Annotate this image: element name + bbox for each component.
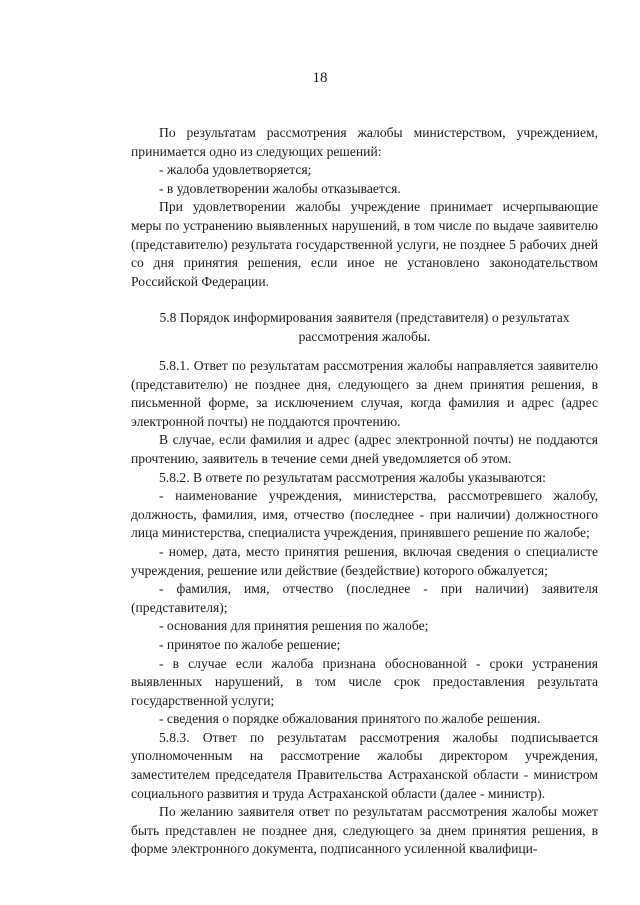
section-a bbox=[131, 124, 598, 291]
paragraph: По результатам рассмотрения жалобы министерством, учреждением, принимается одно из следующих решений: bbox=[131, 125, 598, 159]
list-item: - наименование учреждения, министерства, рассмотревшего жалобу, должность, фамилия, имя, отчество (последнее - при наличии) должностного лица министерства, специалиста учреждения, принявшего решение по жалобе; bbox=[131, 488, 598, 541]
list-item: - основания для принятия решения по жалобе; bbox=[159, 618, 429, 634]
section-heading bbox=[131, 309, 598, 346]
list-item: - номер, дата, место принятия решения, включая сведения о специалисте учреждения, решение или действие (бездействие) которого обжалуется; bbox=[131, 543, 598, 578]
paragraph: 5.8.2. В ответе по результатам рассмотрения жалобы указываются: bbox=[159, 469, 546, 485]
paragraph: В случае, если фамилия и адрес (адрес электронной почты) не поддаются прочтению, заявитель в течение семи дней уведомляется об этом. bbox=[131, 432, 598, 466]
paragraph: 5.8.3. Ответ по результатам рассмотрения жалобы подписывается уполномоченным на рассмотрение жалобы директором учреждения, заместителем председателя Правительства Астраханской области - министром социального развития и труда Астраханской области (далее - министр). bbox=[131, 729, 598, 801]
list-item: - в случае если жалоба признана обоснованной - сроки устранения выявленных нарушений, в том числе срок предоставления результата государственной услуги; bbox=[131, 655, 598, 708]
list-item: - сведения о порядке обжалования принятого по жалобе решения. bbox=[159, 711, 541, 727]
paragraph: По желанию заявителя ответ по результатам рассмотрения жалобы может быть представлен не позднее дня, следующего за днем принятия решения, в форме электронного документа, подписанного усиленной квалифици- bbox=[131, 804, 598, 857]
paragraph: 5.8.1. Ответ по результатам рассмотрения жалобы направляется заявителю (представителю) не позднее дня, следующего за днем принятия решения, в письменной форме, за исключением случая, когда фамилия и адрес (адрес электронной почты) не поддаются прочтению. bbox=[131, 358, 598, 429]
paragraph: При удовлетворении жалобы учреждение принимает исчерпывающие меры по устранению выявленных нарушений, в том числе по выдаче заявителю (представителю) результата государственной услуги, не позднее 5 рабочих дней со дня принятия решения, если иное не установлено законодательством Российской Федерации. bbox=[131, 199, 598, 289]
list-item: - фамилия, имя, отчество (последнее - при наличии) заявителя (представителя); bbox=[131, 581, 598, 615]
heading-line: 5.8 Порядок информирования заявителя (представителя) о результатах bbox=[159, 310, 570, 325]
page-number: 18 bbox=[312, 70, 328, 86]
heading-line: рассмотрения жалобы. bbox=[298, 328, 431, 344]
list-item: - принятое по жалобе решение; bbox=[159, 636, 341, 652]
list-item: - жалоба удовлетворяется; bbox=[159, 162, 312, 178]
section-b bbox=[131, 357, 598, 859]
list-item: - в удовлетворении жалобы отказывается. bbox=[159, 180, 401, 196]
